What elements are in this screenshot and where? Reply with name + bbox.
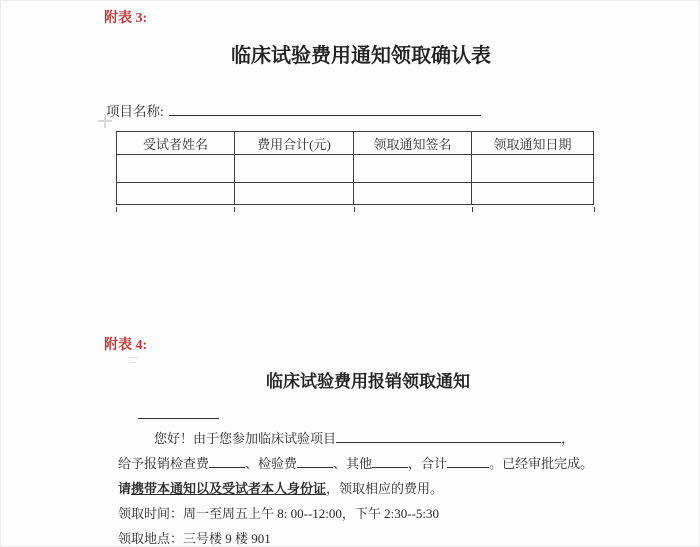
reimbursement-line	[118, 453, 593, 472]
greeting-line	[118, 428, 574, 447]
confirmation-table	[116, 131, 594, 205]
appendix-3-title: 临床试验费用通知领取确认表	[231, 45, 491, 67]
table-cell[interactable]	[117, 183, 235, 205]
table-cell[interactable]	[472, 183, 594, 205]
table-cell[interactable]	[354, 183, 472, 205]
project-name-blank[interactable]	[169, 102, 481, 116]
total-fee-blank[interactable]	[447, 454, 489, 468]
reimburse-text-2: 、检验费	[245, 456, 298, 471]
notice-line	[118, 478, 443, 497]
project-name-label: 项目名称:	[106, 104, 164, 119]
appendix-3-label: 附表 3:	[104, 11, 148, 26]
greeting-text: 您好！由于您参加临床试验项目	[154, 431, 337, 446]
col-header-notice-signature: 领取通知签名	[354, 132, 472, 155]
col-header-fee-total: 费用合计(元)	[235, 132, 354, 155]
reimburse-text-1: 给予报销检查费	[118, 456, 210, 471]
notice-prefix: 请	[118, 481, 132, 496]
smudge-artifact	[128, 357, 140, 365]
cross-vertical-bar	[104, 114, 106, 128]
table-cell[interactable]	[472, 155, 594, 183]
project-name-line	[106, 100, 481, 120]
reimburse-text-4: ，合计	[408, 456, 448, 471]
col-header-subject-name: 受试者姓名	[117, 132, 235, 155]
appendix-4-label: 附表 4:	[104, 338, 148, 353]
reimburse-text-3: 、其他	[333, 456, 373, 471]
addressee-line	[138, 404, 219, 424]
table-cell[interactable]	[117, 155, 235, 183]
notice-suffix: ，领取相应的费用。	[326, 481, 444, 496]
table-cell[interactable]	[235, 183, 354, 205]
col-header-notice-date: 领取通知日期	[472, 132, 594, 155]
other-fee-blank[interactable]	[372, 454, 408, 468]
addressee-blank[interactable]	[138, 404, 219, 419]
pickup-time-line: 领取时间：周一至周五上午 8: 00--12:00，下午 2:30--5:30	[118, 506, 440, 521]
lab-fee-blank[interactable]	[297, 454, 333, 468]
table-row	[117, 183, 594, 205]
table-cell[interactable]	[235, 155, 354, 183]
reimburse-text-5: 。已经审批完成。	[489, 456, 594, 471]
exam-fee-blank[interactable]	[209, 454, 245, 468]
appendix-4-title: 临床试验费用报销领取通知	[266, 372, 470, 391]
table-move-handle-icon[interactable]	[98, 114, 112, 128]
notice-emphasis: 携带本通知以及受试者本人身份证	[131, 481, 327, 496]
table-bottom-ticks	[116, 207, 595, 212]
table-header-row	[117, 132, 594, 155]
table-row	[117, 155, 594, 183]
greeting-comma: ，	[561, 431, 575, 446]
table-cell[interactable]	[354, 155, 472, 183]
pickup-place-line: 领取地点：三号楼 9 楼 901	[118, 531, 271, 546]
project-title-blank[interactable]	[336, 429, 561, 443]
